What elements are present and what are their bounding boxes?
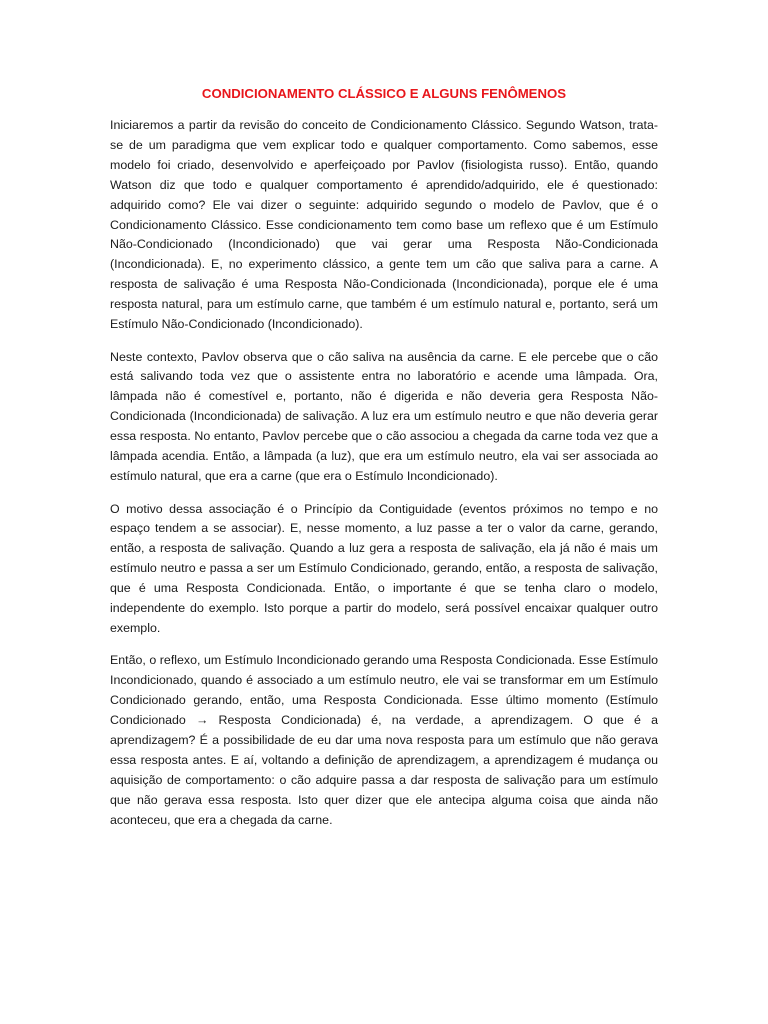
document-body — [110, 116, 658, 843]
paragraph: O motivo dessa associação é o Princípio da Contiguidade (eventos próximos no tempo e no espaço tendem a se associar). E, nesse momento, a luz passe a ter o valor da carne, gerando, então, a resposta de salivação. Quando a luz gera a resposta de salivação, ela já não é mais um estímulo neutro e passa a ser um Estímulo Condicionado, gerando, então, a resposta de salivação, que é uma Resposta Condicionada. Então, o importante é que se tenha claro o modelo, independente do exemplo. Isto porque a partir do modelo, será possível encaixar qualquer outro exemplo. — [110, 501, 658, 635]
paragraph: Então, o reflexo, um Estímulo Incondicionado gerando uma Resposta Condicionada. Esse Estímulo Incondicionado, quando é associado a um estímulo neutro, ele vai se transformar em um Estímulo Condicionado gerando, então, uma Resposta Condicionada. Esse último momento (Estímulo Condicionado → Resposta Condicionada) é, na verdade, a aprendizagem. O que é a aprendizagem? É a possibilidade de eu dar uma nova resposta para um estímulo que não gerava essa resposta antes. E aí, voltando a definição de aprendizagem, a aprendizagem é mudança ou aquisição de comportamento: o cão adquire passa a dar resposta de salivação para um estímulo que não gerava essa resposta. Isto quer dizer que ele antecipa alguma coisa que ainda não aconteceu, que era a chegada da carne. — [110, 653, 658, 827]
paragraph: Iniciaremos a partir da revisão do conceito de Condicionamento Clássico. Segundo Watson, trata-se de um paradigma que vem explicar todo e qualquer comportamento. Como sabemos, esse modelo foi criado, desenvolvido e aperfeiçoado por Pavlov (fisiologista russo). Então, quando Watson diz que todo e qualquer comportamento é aprendido/adquirido, ele é questionado: adquirido como? Ele vai dizer o seguinte: adquirido segundo o modelo de Pavlov, que é o Condicionamento Clássico. Esse condicionamento tem como base um reflexo que é um Estímulo Não-Condicionado (Incondicionado) que vai gerar uma Resposta Não-Condicionada (Incondicionada). E, no experimento clássico, a gente tem um cão que saliva para a carne. A resposta de salivação é uma Resposta Não-Condicionada (Incondicionada), porque ele é uma resposta natural, para um estímulo carne, que também é um estímulo natural e, portanto, será um Estímulo Não-Condicionado (Incondicionado). — [110, 118, 658, 332]
document-title: CONDICIONAMENTO CLÁSSICO E ALGUNS FENÔMENOS — [201, 86, 567, 101]
paragraph: Neste contexto, Pavlov observa que o cão saliva na ausência da carne. E ele percebe que o cão está salivando toda vez que o assistente entra no laboratório e acende uma lâmpada. Ora, lâmpada não é comestível e, portanto, não é digerida e não deveria gera Resposta Não-Condicionada (Incondicionada) de salivação. A luz era um estímulo neutro e que não deveria gerar essa resposta. No entanto, Pavlov percebe que o cão associou a chegada da carne toda vez que a lâmpada acendia. Então, a lâmpada (a luz), que era um estímulo neutro, ela vai ser associada ao estímulo natural, que era a carne (que era o Estímulo Incondicionado). — [110, 349, 658, 483]
